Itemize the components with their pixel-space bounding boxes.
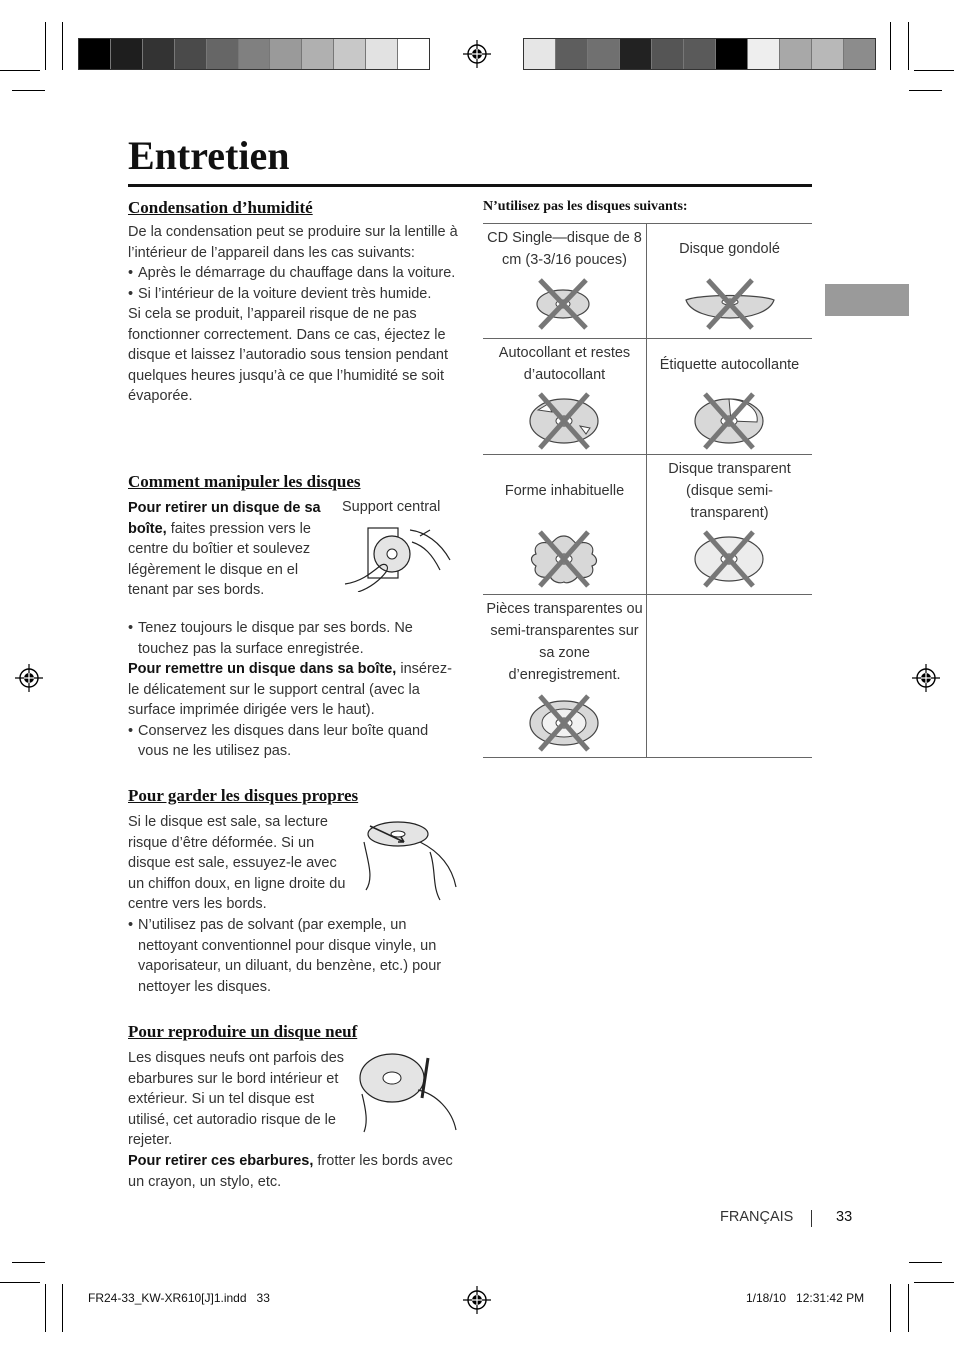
condensation-bullet: • Si l’intérieur de la voiture devient très humide. (128, 284, 458, 305)
color-swatch (780, 39, 812, 69)
crop-mark (908, 1284, 909, 1332)
crop-mark (12, 1262, 45, 1263)
handling-bullet: • Conservez les disques dans leur boîte quand vous ne les utilisez pas. (128, 721, 458, 762)
table-rule (483, 223, 812, 224)
crop-mark (890, 1284, 891, 1332)
color-swatch (556, 39, 588, 69)
color-swatch (366, 39, 398, 69)
color-swatch (812, 39, 844, 69)
crop-mark (62, 1284, 63, 1332)
footer-separator (811, 1210, 812, 1227)
color-swatch (334, 39, 366, 69)
handling-heading: Comment manipuler les disques (128, 472, 361, 491)
footer-language: FRANÇAIS (720, 1209, 794, 1225)
clean-bullet: • N’utilisez pas de solvant (par exemple, un nettoyant conventionnel pour disque vinyle, un vaporisateur, un diluant, du benzène, etc.) pour nettoyer les disques. (128, 915, 458, 997)
condensation-body: Si cela se produit, l’appareil risque de ne pas fonctionner correctement. Dans ce cas, éjectez le disque et laissez l’autoradio sous tension pendant quelques heures jusqu’à ce que l’humidité se soit évaporée. (128, 306, 449, 404)
color-swatch (207, 39, 239, 69)
table-rule (483, 454, 812, 455)
disc-cleaning-illustration (360, 812, 460, 902)
condensation-text (128, 222, 458, 407)
crop-mark (890, 22, 891, 70)
support-central-label: Support central (342, 499, 441, 515)
color-swatch (844, 39, 875, 69)
crop-mark (0, 1282, 40, 1283)
table-cell-label: Autocollant et restes d’autocollant (498, 345, 631, 383)
clean-text (128, 915, 458, 997)
crop-mark (909, 1262, 942, 1263)
color-swatch (620, 39, 652, 69)
color-swatch (684, 39, 716, 69)
table-cell-label: Étiquette autocollante (659, 357, 800, 373)
slug-timestamp: 1/18/10 12:31:42 PM (746, 1291, 865, 1305)
semi-transparent-area-disc-icon (526, 694, 602, 752)
table-cell-label: CD Single—disque de 8 cm (3-3/16 pouces) (487, 230, 642, 268)
label-disc-icon (691, 392, 767, 450)
newdisc-body: Les disques neufs ont parfois des ebarbures sur le bord intérieur et extérieur. Si un tel disque est utilisé, cet autoradio risque de le rejeter. (128, 1050, 345, 1148)
slug-filename: FR24-33_KW-XR610[J]1.indd 33 (88, 1291, 270, 1305)
crop-mark (908, 22, 909, 70)
table-rule (483, 594, 812, 595)
handling-remove-body: faites pression vers le centre du boîtier et soulevez légèrement le disque en el tenant par ses bords. (128, 520, 311, 598)
crop-mark (62, 22, 63, 70)
newdisc-remove-bold: Pour retirer ces ebarbures, (128, 1153, 314, 1169)
disc-case-removal-illustration (340, 522, 455, 592)
color-calibration-bar-left (78, 38, 430, 70)
color-swatch (175, 39, 207, 69)
color-swatch (588, 39, 620, 69)
crop-mark (914, 70, 954, 71)
clean-body: Si le disque est sale, sa lecture risque d’être déformée. Si un disque est sale, essuyez-le avec un chiffon doux, en ligne droite du centre vers les bords. (128, 814, 346, 912)
handling-text (128, 618, 458, 762)
chapter-tab (825, 284, 909, 316)
registration-mark-icon (912, 664, 940, 692)
condensation-bullet: • Après le démarrage du chauffage dans la voiture. (128, 263, 458, 284)
crop-mark (914, 1282, 954, 1283)
registration-mark-icon (463, 1286, 491, 1314)
registration-mark-icon (15, 664, 43, 692)
crop-mark (45, 1284, 46, 1332)
warped-disc-icon (680, 276, 780, 332)
table-cell-label: Disque transparent (disque semi-transparent) (668, 461, 791, 521)
table-cell-label: Forme inhabituelle (504, 483, 625, 499)
color-swatch (79, 39, 111, 69)
handling-bullet: • Tenez toujours le disque par ses bords. Ne touchez pas la surface enregistrée. (128, 618, 458, 659)
condensation-heading: Condensation d’humidité (128, 198, 313, 217)
crop-mark (0, 70, 40, 71)
condensation-intro: De la condensation peut se produire sur la lentille à l’intérieur de l’appareil dans les cas suivants: (128, 224, 458, 261)
newdisc-text (128, 1151, 458, 1192)
color-swatch (239, 39, 271, 69)
table-cell-label: Disque gondolé (679, 241, 780, 257)
table-cell-label: Pièces transparentes ou semi-transparentes sur sa zone d’enregistrement. (486, 601, 643, 683)
handling-remove-text (128, 498, 328, 601)
small-disc-icon (528, 276, 598, 332)
handling-replace-body: insérez-le délicatement sur le support central (avec la surface imprimée dirigée vers le haut). (128, 661, 452, 718)
transparent-disc-icon (691, 530, 767, 588)
do-not-use-heading: N’utilisez pas les disques suivants: (483, 199, 688, 214)
sticker-residue-disc-icon (526, 392, 602, 450)
page-number: 33 (836, 1209, 853, 1225)
handling-replace-bold: Pour remettre un disque dans sa boîte, (128, 661, 397, 677)
table-rule (483, 757, 812, 758)
flower-disc-icon (526, 530, 602, 588)
newdisc-heading: Pour reproduire un disque neuf (128, 1022, 358, 1041)
color-calibration-bar-right (523, 38, 876, 70)
page-title: Entretien (128, 133, 290, 178)
clean-heading: Pour garder les disques propres (128, 786, 359, 805)
crop-mark (45, 22, 46, 70)
table-rule (483, 338, 812, 339)
color-swatch (748, 39, 780, 69)
color-swatch (716, 39, 748, 69)
title-rule (128, 184, 812, 187)
handling-remove-bold: Pour retirer un disque de sa boîte, (128, 500, 321, 537)
disc-burr-removal-illustration (356, 1050, 460, 1134)
color-swatch (143, 39, 175, 69)
registration-mark-icon (463, 40, 491, 68)
color-swatch (270, 39, 302, 69)
color-swatch (302, 39, 334, 69)
color-swatch (398, 39, 429, 69)
color-swatch (524, 39, 556, 69)
crop-mark (909, 90, 942, 91)
color-swatch (111, 39, 143, 69)
crop-mark (12, 90, 45, 91)
color-swatch (652, 39, 684, 69)
newdisc-remove-body: frotter les bords avec un crayon, un stylo, etc. (128, 1153, 453, 1190)
